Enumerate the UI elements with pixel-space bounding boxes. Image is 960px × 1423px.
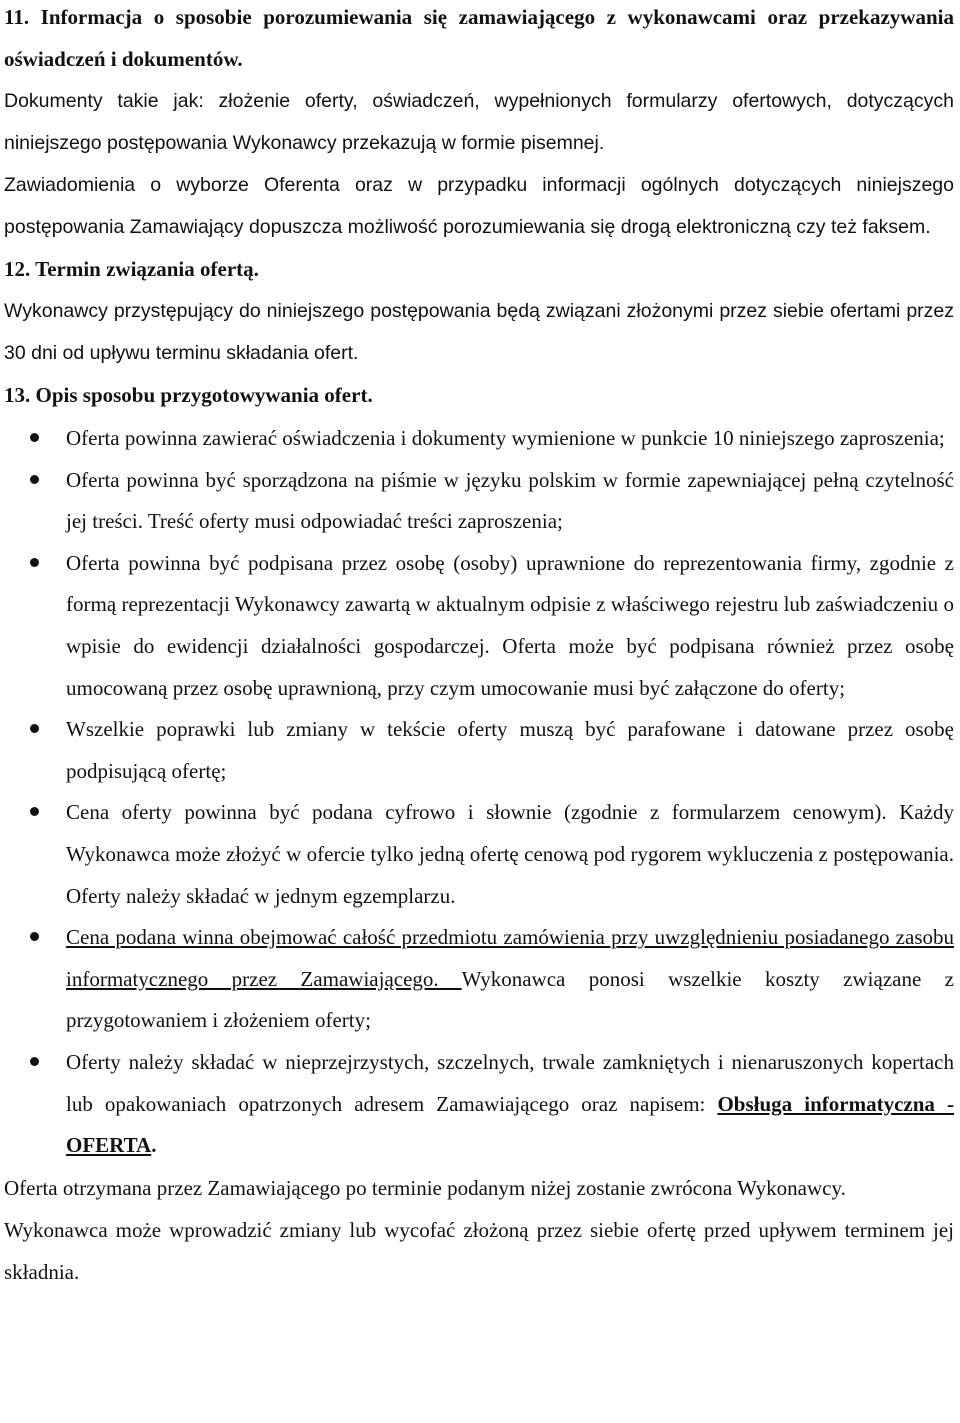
section-13-bullet-list xyxy=(4,418,954,1167)
bullet-text: Wykonawca ponosi wszelkie koszty związane z przygotowaniem i złożeniem oferty; xyxy=(66,966,954,1033)
bullet-text-end: . xyxy=(151,1133,157,1158)
bullet-item xyxy=(4,709,954,792)
document-page xyxy=(4,0,954,1293)
bullet-text: Oferta powinna być podpisana przez osobę (osoby) uprawnione do reprezentowania firmy, zgodnie z formą reprezentacji Wykonawcy zawartą w aktualnym odpisie z właściwego rejestru lub zaświadczeniu o wpisie do ewidencji działalności gospodarczej. Oferta może być podpisana również przez osobę umocowaną przez osobę uprawnioną, przy czym umocowanie musi być załączone do oferty; xyxy=(66,550,954,700)
bullet-item xyxy=(4,1042,954,1167)
bullet-text-underlined: Cena podana winna obejmować całość przedmiotu zamówienia przy uwzględnieniu posiadanego zasobu informatycznego przez Zamawiającego. xyxy=(66,925,954,991)
section-11-paragraph-documents: Dokumenty takie jak: złożenie oferty, oświadczeń, wypełnionych formularzy ofertowych, dotyczących niniejszego postępowania Wykonawcy przekazują w formie pisemnej. xyxy=(4,90,954,154)
bullet-icon xyxy=(30,807,39,816)
bullet-item xyxy=(4,792,954,917)
bullet-text-bold-label: Obsługa informatyczna - OFERTA xyxy=(66,1091,955,1158)
bullet-text: Wszelkie poprawki lub zmiany w tekście oferty muszą być parafowane i datowane przez osobę podpisującą ofertę; xyxy=(66,717,954,783)
section-12-heading: 12. Termin związania ofertą. xyxy=(4,257,259,281)
section-11-heading: 11. Informacja o sposobie porozumiewania się zamawiającego z wykonawcami oraz przekazywania oświadczeń i dokumentów. xyxy=(4,5,954,71)
bullet-item xyxy=(4,917,954,1042)
bullet-icon xyxy=(30,1057,39,1066)
section-13-closing-withdrawal: Wykonawca może wprowadzić zmiany lub wycofać złożoną przez siebie ofertę przed upływem terminem jej składnia. xyxy=(4,1217,954,1284)
bullet-icon xyxy=(30,475,39,484)
bullet-item xyxy=(4,543,954,709)
section-13-closing-returned: Oferta otrzymana przez Zamawiającego po terminie podanym niżej zostanie zwrócona Wykonawcy. xyxy=(4,1175,846,1200)
bullet-text: Cena oferty powinna być podana cyfrowo i słownie (zgodnie z formularzem cenowym). Każdy Wykonawca może złożyć w ofercie tylko jedną ofertę cenową pod rygorem wykluczenia z postępowania. Oferty należy składać w jednym egzemplarzu. xyxy=(66,800,954,908)
bullet-item xyxy=(4,418,954,460)
bullet-text: Oferty należy składać w nieprzejrzystych, szczelnych, trwale zamkniętych i nienaruszonych kopertach lub opakowaniach opatrzonych adresem Zamawiającego oraz napisem: xyxy=(66,1049,954,1116)
bullet-icon xyxy=(30,724,39,733)
bullet-icon xyxy=(30,932,39,941)
section-13-heading: 13. Opis sposobu przygotowywania ofert. xyxy=(4,383,373,407)
bullet-icon xyxy=(30,433,39,442)
bullet-icon xyxy=(30,558,39,567)
bullet-text: Oferta powinna zawierać oświadczenia i dokumenty wymienione w punkcie 10 niniejszego zaproszenia; xyxy=(66,426,945,450)
bullet-text: Oferta powinna być sporządzona na piśmie w języku polskim w formie zapewniającej pełną czytelność jej treści. Treść oferty musi odpowiadać treści zaproszenia; xyxy=(66,467,954,534)
bullet-item xyxy=(4,460,954,543)
section-12-paragraph: Wykonawcy przystępujący do niniejszego postępowania będą związani złożonymi przez siebie ofertami przez 30 dni od upływu terminu składania ofert. xyxy=(4,300,954,364)
section-11-paragraph-notifications: Zawiadomienia o wyborze Oferenta oraz w przypadku informacji ogólnych dotyczących niniejszego postępowania Zamawiający dopuszcza możliwość porozumiewania się drogą elektroniczną czy też faksem. xyxy=(4,174,954,238)
